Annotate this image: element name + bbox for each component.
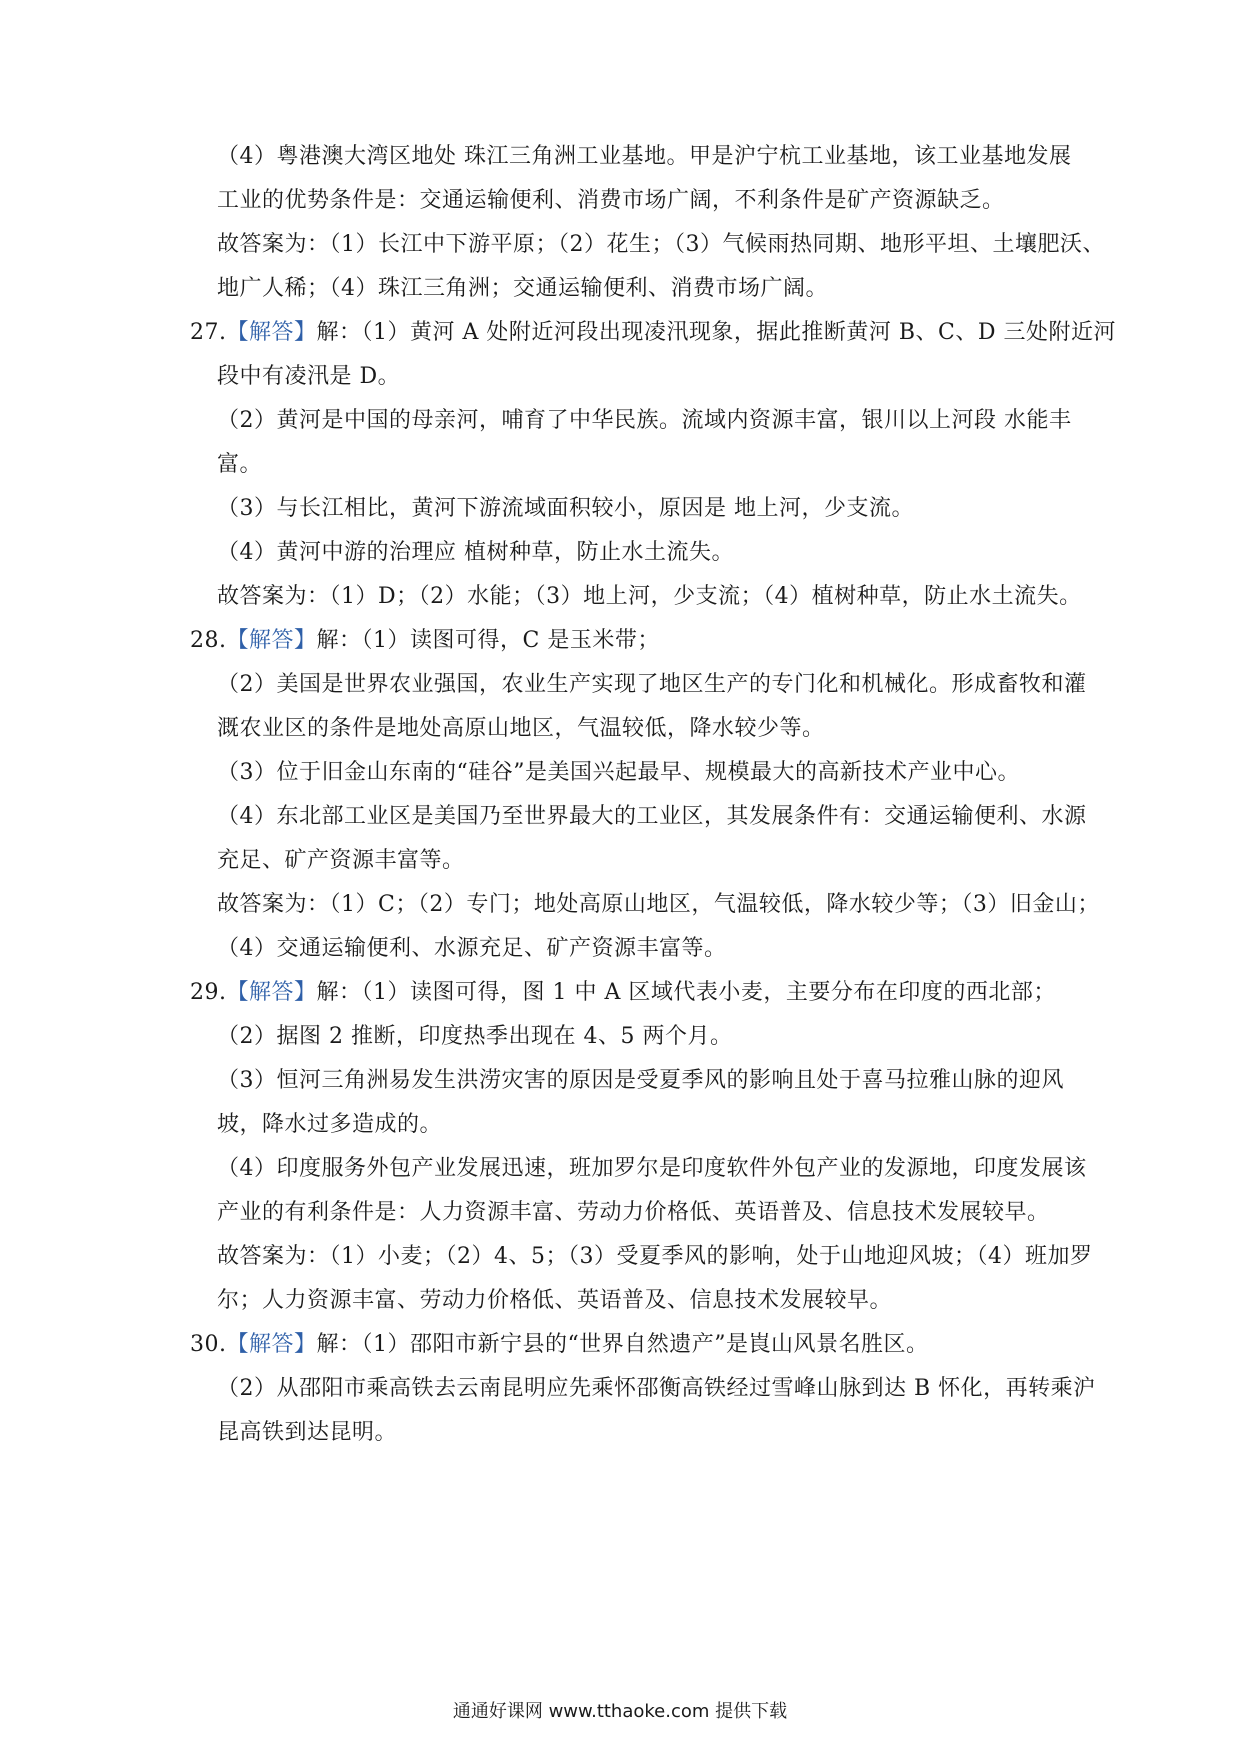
answer-line: （4）黄河中游的治理应 植树种草，防止水土流失。 (217, 540, 734, 565)
answer-tag: 【解答】 (226, 320, 317, 345)
answer-line: （3）与长江相比，黄河下游流域面积较小，原因是 地上河，少支流。 (217, 496, 914, 521)
answer-line: 坡，降水过多造成的。 (217, 1112, 443, 1137)
question-number: 29. (190, 980, 227, 1005)
answer-text: 解：（1）读图可得，图 1 中 A 区域代表小麦，主要分布在印度的西北部； (316, 980, 1056, 1005)
question-27-header (190, 318, 1116, 348)
question-number: 30. (190, 1332, 227, 1357)
answer-line: 工业的优势条件是：交通运输便利、消费市场广阔，不利条件是矿产资源缺乏。 (217, 188, 1005, 213)
answer-line: 故答案为：（1）长江中下游平原；（2）花生；（3）气候雨热同期、地形平坦、土壤肥沃、 (217, 232, 1105, 257)
answer-line: 产业的有利条件是：人力资源丰富、劳动力价格低、英语普及、信息技术发展较早。 (217, 1200, 1050, 1225)
answer-line: （3）恒河三角洲易发生洪涝灾害的原因是受夏季风的影响且处于喜马拉雅山脉的迎风 (217, 1068, 1064, 1093)
answer-line: 充足、矿产资源丰富等。 (217, 848, 465, 873)
answer-text: 解：（1）黄河 A 处附近河段出现凌汛现象，据此推断黄河 B、C、D 三处附近河 (316, 320, 1117, 345)
answer-line: （4）粤港澳大湾区地处 珠江三角洲工业基地。甲是沪宁杭工业基地，该工业基地发展 (217, 144, 1072, 169)
answer-text: 解：（1）读图可得，C 是玉米带； (316, 628, 660, 653)
question-30-header (190, 1330, 929, 1360)
answer-line: 昆高铁到达昆明。 (217, 1420, 398, 1445)
answer-line: （4）交通运输便利、水源充足、矿产资源丰富等。 (217, 936, 727, 961)
answer-line: （4）印度服务外包产业发展迅速，班加罗尔是印度软件外包产业的发源地，印度发展该 (217, 1156, 1087, 1181)
answer-line: （3）位于旧金山东南的“硅谷”是美国兴起最早、规模最大的高新技术产业中心。 (217, 760, 1020, 785)
question-28-header (190, 626, 660, 656)
answer-line: 故答案为：（1）C；（2）专门；地处高原山地区，气温较低，降水较少等；（3）旧金山； (217, 892, 1100, 917)
answer-line: 溉农业区的条件是地处高原山地区，气温较低，降水较少等。 (217, 716, 825, 741)
question-number: 27. (190, 320, 227, 345)
question-number: 28. (190, 628, 227, 653)
answer-line: （2）据图 2 推断，印度热季出现在 4、5 两个月。 (217, 1024, 733, 1049)
answer-tag: 【解答】 (226, 628, 317, 653)
answer-line: 富。 (217, 452, 263, 477)
answer-line: （4）东北部工业区是美国乃至世界最大的工业区，其发展条件有：交通运输便利、水源 (217, 804, 1087, 829)
answer-tag: 【解答】 (226, 980, 317, 1005)
answer-line: 地广人稀；（4）珠江三角洲；交通运输便利、消费市场广阔。 (217, 276, 828, 301)
answer-tag: 【解答】 (226, 1332, 317, 1357)
answer-line: （2）黄河是中国的母亲河，哺育了中华民族。流域内资源丰富，银川以上河段 水能丰 (217, 408, 1072, 433)
answer-text: 解：（1）邵阳市新宁县的“世界自然遗产”是崀山风景名胜区。 (316, 1332, 929, 1357)
answer-line: 故答案为：（1）小麦；（2）4、5；（3）受夏季风的影响，处于山地迎风坡；（4）班加罗 (217, 1244, 1093, 1269)
answer-line: 段中有凌汛是 D。 (217, 364, 401, 389)
answer-line: 尔；人力资源丰富、劳动力价格低、英语普及、信息技术发展较早。 (217, 1288, 893, 1313)
answer-line: （2）从邵阳市乘高铁去云南昆明应先乘怀邵衡高铁经过雪峰山脉到达 B 怀化，再转乘沪 (217, 1376, 1096, 1401)
answer-line: （2）美国是世界农业强国，农业生产实现了地区生产的专门化和机械化。形成畜牧和灌 (217, 672, 1087, 697)
answer-line: 故答案为：（1）D；（2）水能；（3）地上河，少支流；（4）植树种草，防止水土流失。 (217, 584, 1082, 609)
question-29-header (190, 978, 1056, 1008)
page-footer: 通通好课网 www.tthaoke.com 提供下载 (452, 1701, 788, 1722)
